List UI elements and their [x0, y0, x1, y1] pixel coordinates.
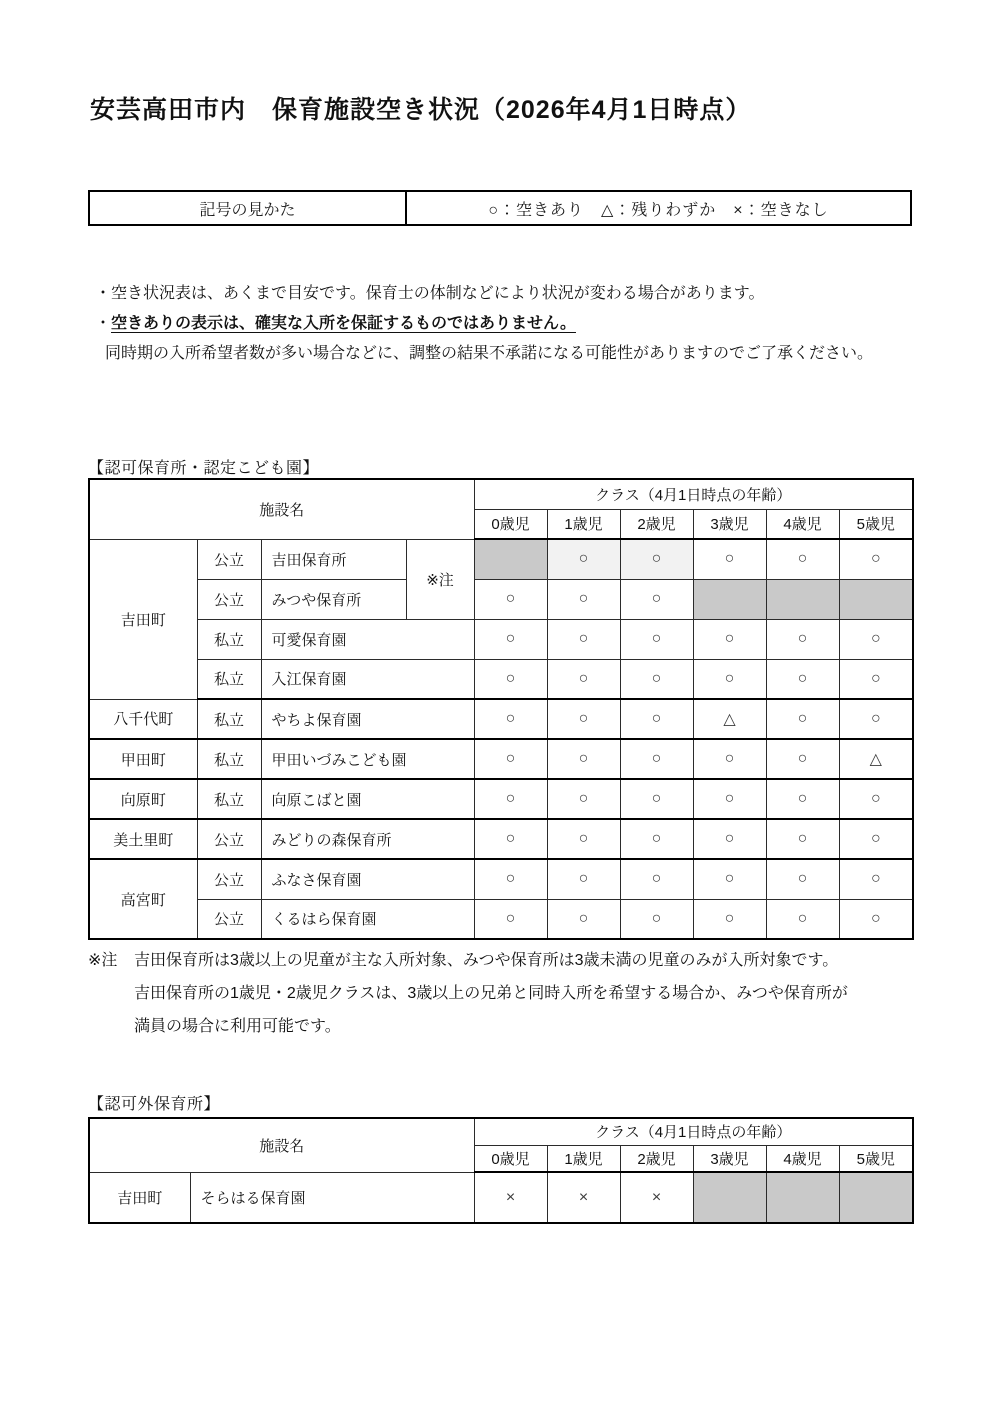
availability-cell: ○ — [620, 659, 693, 699]
type-cell: 私立 — [197, 659, 261, 699]
note-line-2 — [95, 309, 955, 339]
facility-name-cell: 甲田いづみこども園 — [261, 739, 474, 779]
availability-cell: ○ — [839, 899, 913, 939]
availability-cell: ○ — [693, 779, 766, 819]
age-header: 0歳児 — [474, 509, 547, 539]
age-header: 3歳児 — [693, 1145, 766, 1172]
availability-cell: ○ — [839, 819, 913, 859]
facility-name-cell: みどりの森保育所 — [261, 819, 474, 859]
legend-label: 記号の見かた — [90, 192, 407, 224]
availability-cell: ○ — [766, 819, 839, 859]
availability-cell: ○ — [620, 539, 693, 579]
availability-cell: ○ — [474, 619, 547, 659]
age-header: 0歳児 — [474, 1145, 547, 1172]
availability-cell: ○ — [547, 859, 620, 899]
age-header: 2歳児 — [620, 1145, 693, 1172]
availability-cell: ○ — [474, 779, 547, 819]
availability-cell: × — [474, 1172, 547, 1223]
licensed-facilities-table — [88, 478, 914, 940]
note-bullet: ・ — [95, 315, 112, 332]
availability-cell: ○ — [839, 539, 913, 579]
availability-cell: △ — [693, 699, 766, 739]
type-cell: 公立 — [197, 539, 261, 579]
availability-cell: ○ — [620, 579, 693, 619]
town-cell: 吉田町 — [89, 1172, 190, 1223]
availability-cell: ○ — [766, 699, 839, 739]
availability-cell — [839, 1172, 913, 1223]
availability-cell — [693, 1172, 766, 1223]
availability-cell: ○ — [620, 699, 693, 739]
availability-cell: ○ — [547, 899, 620, 939]
footnote-line-2: 吉田保育所の1歳児・2歳児クラスは、3歳以上の兄弟と同時入所を希望する場合か、みつや保育所が — [134, 985, 848, 1002]
type-cell: 公立 — [197, 899, 261, 939]
availability-cell: ○ — [839, 779, 913, 819]
town-cell: 吉田町 — [89, 539, 197, 699]
availability-cell: ○ — [693, 899, 766, 939]
legend-table — [88, 190, 912, 226]
facility-name-cell: ふなさ保育園 — [261, 859, 474, 899]
availability-cell: ○ — [620, 859, 693, 899]
type-cell: 公立 — [197, 579, 261, 619]
availability-cell: ○ — [766, 659, 839, 699]
age-header: 2歳児 — [620, 509, 693, 539]
age-header: 1歳児 — [547, 1145, 620, 1172]
availability-cell: ○ — [620, 819, 693, 859]
note-line-1: ・空き状況表は、あくまで目安です。保育士の体制などにより状況が変わる場合があります。 — [95, 285, 765, 302]
availability-cell: ○ — [766, 619, 839, 659]
availability-cell: ○ — [474, 819, 547, 859]
availability-cell: ○ — [547, 659, 620, 699]
availability-cell: △ — [839, 739, 913, 779]
footnote — [88, 944, 948, 1043]
type-cell: 私立 — [197, 699, 261, 739]
facility-name-cell: くるはら保育園 — [261, 899, 474, 939]
facility-name-cell: 向原こばと園 — [261, 779, 474, 819]
footnote-line-3: 満員の場合に利用可能です。 — [134, 1018, 341, 1035]
availability-cell: ○ — [547, 619, 620, 659]
availability-cell: ○ — [839, 699, 913, 739]
note-mark-cell: ※注 — [406, 539, 474, 619]
age-header: 5歳児 — [839, 509, 913, 539]
note-line-2-emphasis: 空きありの表示は、確実な入所を保証するものではありません。 — [111, 315, 576, 332]
availability-cell: ○ — [766, 539, 839, 579]
unlicensed-facilities-table — [88, 1117, 914, 1224]
footnote-body — [134, 944, 948, 1043]
availability-cell: ○ — [839, 659, 913, 699]
availability-cell: ○ — [547, 779, 620, 819]
town-cell: 向原町 — [89, 779, 197, 819]
availability-cell: ○ — [693, 539, 766, 579]
availability-cell — [474, 539, 547, 579]
availability-cell: ○ — [547, 699, 620, 739]
footnote-line-1: 吉田保育所は3歳以上の児童が主な入所対象、みつや保育所は3歳未満の児童のみが入所対象です。 — [134, 952, 839, 969]
availability-cell: ○ — [693, 619, 766, 659]
availability-cell: ○ — [547, 579, 620, 619]
availability-cell: ○ — [620, 619, 693, 659]
facility-name-cell: 入江保育園 — [261, 659, 474, 699]
availability-cell — [839, 579, 913, 619]
footnote-label: ※注 — [88, 952, 118, 969]
availability-cell: ○ — [474, 579, 547, 619]
availability-cell: ○ — [474, 739, 547, 779]
age-header: 3歳児 — [693, 509, 766, 539]
note-line-3: 同時期の入所希望者数が多い場合などに、調整の結果不承諾になる可能性がありますのでご了承ください。 — [105, 345, 874, 362]
availability-cell: ○ — [547, 739, 620, 779]
availability-cell: ○ — [620, 739, 693, 779]
licensed-section-heading: 【認可保育所・認定こども園】 — [88, 460, 320, 477]
town-cell: 八千代町 — [89, 699, 197, 739]
availability-cell: ○ — [693, 739, 766, 779]
page-title: 安芸高田市内 保育施設空き状況（2026年4月1日時点） — [90, 96, 752, 124]
availability-cell: ○ — [547, 539, 620, 579]
age-header: 4歳児 — [766, 1145, 839, 1172]
availability-cell: ○ — [766, 859, 839, 899]
availability-cell: ○ — [474, 699, 547, 739]
availability-cell: ○ — [766, 739, 839, 779]
type-cell: 私立 — [197, 619, 261, 659]
unlicensed-section-heading: 【認可外保育所】 — [88, 1096, 221, 1113]
type-cell: 私立 — [197, 779, 261, 819]
facility-name-header: 施設名 — [89, 479, 474, 539]
availability-cell: ○ — [693, 659, 766, 699]
availability-cell — [766, 579, 839, 619]
facility-name-header: 施設名 — [89, 1118, 474, 1172]
facility-name-cell: 可愛保育園 — [261, 619, 474, 659]
town-cell: 高宮町 — [89, 859, 197, 939]
availability-cell: ○ — [620, 779, 693, 819]
facility-name-cell: みつや保育所 — [261, 579, 406, 619]
notes-block — [95, 279, 955, 369]
availability-cell: ○ — [693, 819, 766, 859]
availability-cell: ○ — [766, 899, 839, 939]
availability-cell: ○ — [839, 619, 913, 659]
availability-cell: ○ — [474, 899, 547, 939]
town-cell: 甲田町 — [89, 739, 197, 779]
availability-cell: ○ — [693, 859, 766, 899]
availability-cell: ○ — [766, 779, 839, 819]
town-cell: 美土里町 — [89, 819, 197, 859]
age-header: 5歳児 — [839, 1145, 913, 1172]
availability-cell — [766, 1172, 839, 1223]
availability-cell: ○ — [620, 899, 693, 939]
facility-name-cell: そらはる保育園 — [190, 1172, 474, 1223]
class-header: クラス（4月1日時点の年齢） — [474, 1118, 913, 1145]
age-header: 4歳児 — [766, 509, 839, 539]
availability-cell: ○ — [839, 859, 913, 899]
availability-cell: × — [620, 1172, 693, 1223]
availability-cell: ○ — [474, 659, 547, 699]
class-header: クラス（4月1日時点の年齢） — [474, 479, 913, 509]
availability-cell: ○ — [547, 819, 620, 859]
type-cell: 私立 — [197, 739, 261, 779]
age-header: 1歳児 — [547, 509, 620, 539]
facility-name-cell: 吉田保育所 — [261, 539, 406, 579]
availability-cell: ○ — [474, 859, 547, 899]
type-cell: 公立 — [197, 819, 261, 859]
facility-name-cell: やちよ保育園 — [261, 699, 474, 739]
availability-cell — [693, 579, 766, 619]
type-cell: 公立 — [197, 859, 261, 899]
legend-symbols-text: ○：空きあり △：残りわずか ×：空きなし — [488, 201, 829, 219]
availability-cell: × — [547, 1172, 620, 1223]
